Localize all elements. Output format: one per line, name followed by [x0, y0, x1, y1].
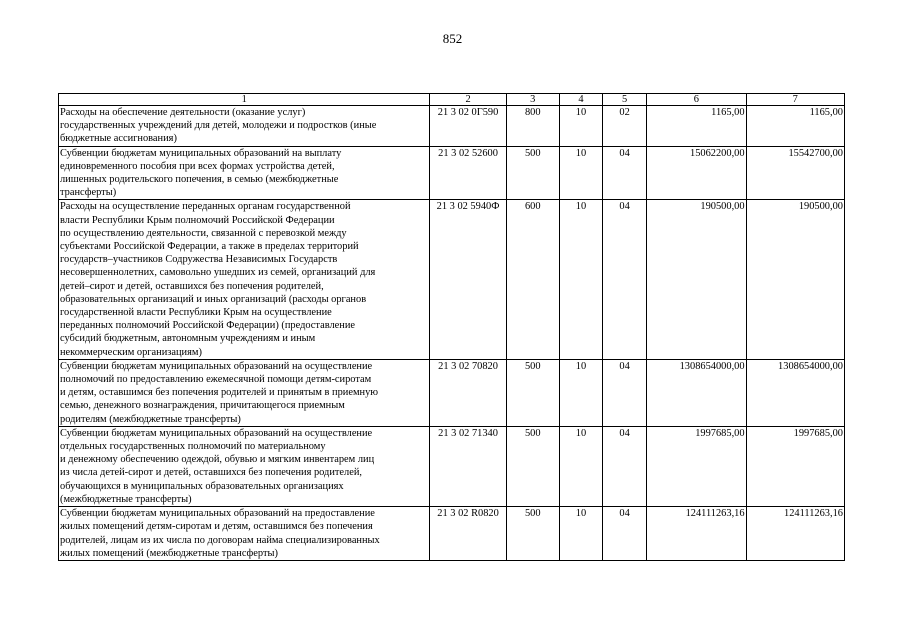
row-amount-2: 1308654000,00: [746, 359, 844, 426]
col-header-5: 5: [603, 94, 647, 106]
row-col3: 500: [506, 426, 559, 506]
table-row: [59, 426, 845, 506]
col-header-3: 3: [506, 94, 559, 106]
row-amount-1: 190500,00: [647, 200, 746, 359]
row-col5: 04: [603, 426, 647, 506]
row-code: 21 3 02 52600: [430, 146, 506, 200]
col-header-2: 2: [430, 94, 506, 106]
row-col5: 04: [603, 359, 647, 426]
row-col4: 10: [559, 146, 602, 200]
table-row: [59, 359, 845, 426]
row-code: 21 3 02 5940Ф: [430, 200, 506, 359]
row-amount-1: 15062200,00: [647, 146, 746, 200]
col-header-1: 1: [59, 94, 430, 106]
col-header-4: 4: [559, 94, 602, 106]
budget-table: [58, 93, 845, 561]
header-row: [59, 94, 845, 106]
row-code: 21 3 02 71340: [430, 426, 506, 506]
row-col4: 10: [559, 200, 602, 359]
row-description: Расходы на осуществление переданных органам государственной власти Республики Крым полномочий Российской Федерации по осуществлению деятельности, связанной с перевозкой между субъектами Российской Федерации, а также в пределах территорий государств–участников Содружества Независимых Государств несовершеннолетних, самовольно ушедших из семей, организаций для детей–сирот и детей, оставшихся без попечения родителей, образовательных организаций и иных организаций (расходы органов государственной власти Республики Крым на осуществление переданных полномочий Российской Федерации) (предоставление субсидий бюджетным, автономным учреждениям и иным некоммерческим организациям): [59, 200, 430, 359]
row-amount-1: 1997685,00: [647, 426, 746, 506]
row-amount-1: 124111263,16: [647, 507, 746, 561]
row-description: Субвенции бюджетам муниципальных образований на осуществление полномочий по предоставлению ежемесячной помощи детям-сиротам и детям, оставшимся без попечения родителей и принятым в приемную семью, денежного вознаграждения, причитающегося приемным родителям (межбюджетные трансферты): [59, 359, 430, 426]
row-amount-2: 190500,00: [746, 200, 844, 359]
row-col3: 500: [506, 507, 559, 561]
col-header-6: 6: [647, 94, 746, 106]
row-description: Субвенции бюджетам муниципальных образований на выплату единовременного пособия при всех формах устройства детей, лишенных родительского попечения, в семью (межбюджетные трансферты): [59, 146, 430, 200]
row-col3: 800: [506, 106, 559, 147]
row-col3: 600: [506, 200, 559, 359]
row-col5: 04: [603, 146, 647, 200]
row-code: 21 3 02 0Г590: [430, 106, 506, 147]
row-col5: 04: [603, 507, 647, 561]
page-number: 852: [442, 31, 463, 46]
row-col5: 02: [603, 106, 647, 147]
row-description: Субвенции бюджетам муниципальных образований на осуществление отдельных государственных полномочий по материальному и денежному обеспечению одеждой, обувью и мягким инвентарем лиц из числа детей-сирот и детей, оставшихся без попечения родителей, обучающихся в муниципальных образовательных организациях (межбюджетные трансферты): [59, 426, 430, 506]
table-row: [59, 146, 845, 200]
table-row: [59, 106, 845, 147]
row-amount-1: 1308654000,00: [647, 359, 746, 426]
row-col3: 500: [506, 359, 559, 426]
row-col4: 10: [559, 359, 602, 426]
row-description: Субвенции бюджетам муниципальных образований на предоставление жилых помещений детям-сиротам и детям, оставшимся без попечения родителей, лицам из их числа по договорам найма специализированных жилых помещений (межбюджетные трансферты): [59, 507, 430, 561]
row-col3: 500: [506, 146, 559, 200]
row-col4: 10: [559, 507, 602, 561]
col-header-7: 7: [746, 94, 844, 106]
row-amount-2: 124111263,16: [746, 507, 844, 561]
row-col4: 10: [559, 106, 602, 147]
row-amount-2: 1997685,00: [746, 426, 844, 506]
row-code: 21 3 02 70820: [430, 359, 506, 426]
row-code: 21 3 02 R0820: [430, 507, 506, 561]
table-row: [59, 200, 845, 359]
row-amount-2: 15542700,00: [746, 146, 844, 200]
row-col4: 10: [559, 426, 602, 506]
row-amount-1: 1165,00: [647, 106, 746, 147]
table-row: [59, 507, 845, 561]
row-col5: 04: [603, 200, 647, 359]
row-description: Расходы на обеспечение деятельности (оказание услуг) государственных учреждений для детей, молодежи и подростков (иные бюджетные ассигнования): [59, 106, 430, 147]
row-amount-2: 1165,00: [746, 106, 844, 147]
